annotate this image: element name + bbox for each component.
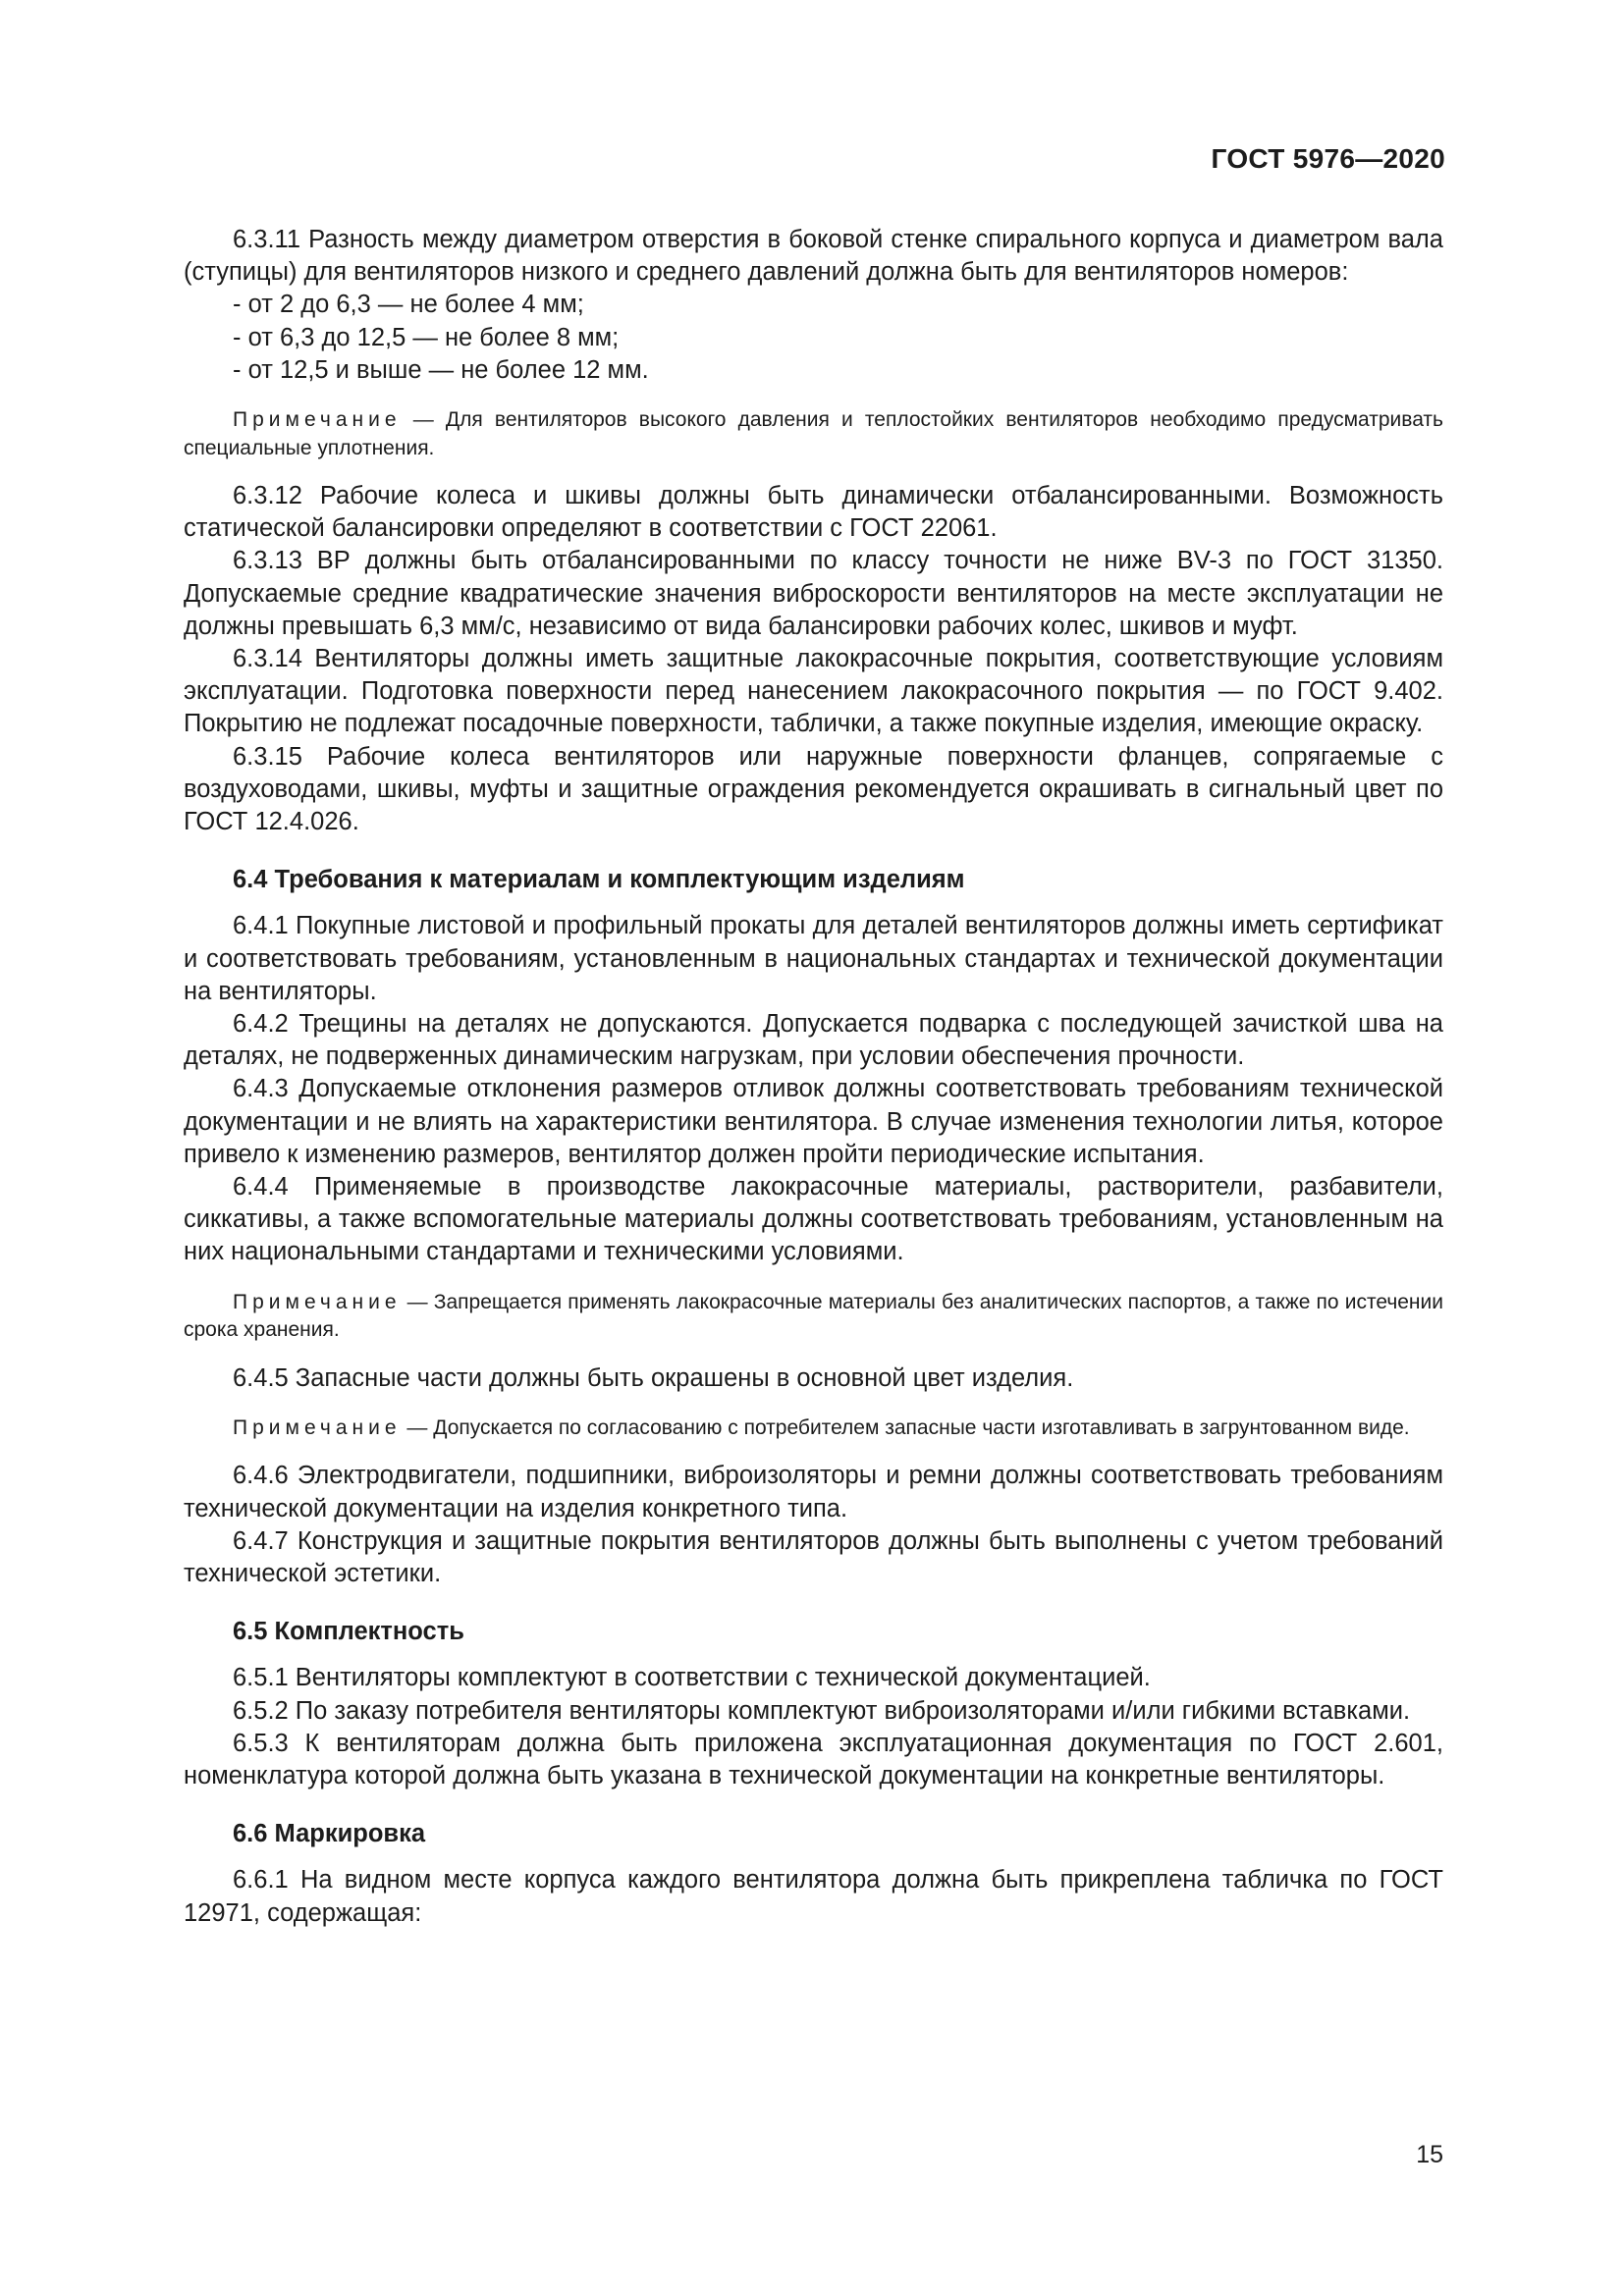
- paragraph-6-3-11: 6.3.11 Разность между диаметром отверстия в боковой стенке спирального корпуса и диаметром вала (ступицы) для вентиляторов низкого и среднего давлений должна быть для вентиляторов номеров:: [184, 226, 1443, 287]
- list-item: - от 6,3 до 12,5 — не более 8 мм;: [233, 323, 620, 351]
- section-heading-6-5: 6.5 Комплектность: [233, 1618, 464, 1646]
- paragraph-6-4-2: 6.4.2 Трещины на деталях не допускаются. Допускается подварка с последующей зачисткой шва на деталях, не подверженных динамическим нагрузкам, при условии обеспечения прочности.: [184, 1010, 1443, 1071]
- note-1: [184, 406, 1443, 462]
- document-id-header: ГОСТ 5976—2020: [1211, 143, 1445, 174]
- document-body: [184, 224, 1443, 1930]
- paragraph-6-4-3: 6.4.3 Допускаемые отклонения размеров отливок должны соответствовать требованиям технической документации и не влиять на характеристики вентилятора. В случае изменения технологии литья, которое привело к изменению размеров, вентилятор должен пройти периодические испытания.: [184, 1075, 1443, 1168]
- paragraph-6-4-5: 6.4.5 Запасные части должны быть окрашены в основной цвет изделия.: [233, 1363, 1074, 1392]
- note-label: Примечание: [233, 1290, 402, 1313]
- section-heading-6-6: 6.6 Маркировка: [233, 1820, 426, 1848]
- section-heading-6-4: 6.4 Требования к материалам и комплектующим изделиям: [233, 866, 965, 894]
- paragraph-6-4-7: 6.4.7 Конструкция и защитные покрытия вентиляторов должны быть выполнены с учетом требований технической эстетики.: [184, 1526, 1443, 1587]
- page-number: 15: [1416, 2141, 1443, 2168]
- list-item: - от 12,5 и выше — не более 12 мм.: [233, 355, 649, 384]
- paragraph-6-6-1: 6.6.1 На видном месте корпуса каждого вентилятора должна быть прикреплена табличка по ГОСТ 12971, содержащая:: [184, 1866, 1443, 1927]
- note-2: [184, 1289, 1443, 1345]
- note-text: — Для вентиляторов высокого давления и теплостойких вентиляторов необходимо предусматривать специальные уплотнения.: [184, 408, 1443, 459]
- paragraph-6-4-6: 6.4.6 Электродвигатели, подшипники, виброизоляторы и ремни должны соответствовать требованиям технической документации на изделия конкретного типа.: [184, 1462, 1443, 1522]
- paragraph-6-4-1: 6.4.1 Покупные листовой и профильный прокаты для деталей вентиляторов должны иметь сертификат и соответствовать требованиям, установленным в национальных стандартах и технической документации на вентиляторы.: [184, 912, 1443, 1005]
- note-text: — Запрещается применять лакокрасочные материалы без аналитических паспортов, а также по истечении срока хранения.: [184, 1290, 1443, 1342]
- paragraph-6-3-15: 6.3.15 Рабочие колеса вентиляторов или наружные поверхности фланцев, сопрягаемые с воздуховодами, шкивы, муфты и защитные ограждения рекомендуется окрашивать в сигнальный цвет по ГОСТ 12.4.026.: [184, 742, 1443, 836]
- paragraph-6-5-1: 6.5.1 Вентиляторы комплектуют в соответствии с технической документацией.: [233, 1664, 1151, 1692]
- note-label: Примечание: [233, 1415, 402, 1439]
- paragraph-6-3-12: 6.3.12 Рабочие колеса и шкивы должны быть динамически отбалансированными. Возможность статической балансировки определяют в соответствии с ГОСТ 22061.: [184, 482, 1443, 543]
- paragraph-6-5-2: 6.5.2 По заказу потребителя вентиляторы комплектуют виброизоляторами и/или гибкими вставками.: [233, 1696, 1411, 1725]
- paragraph-6-3-14: 6.3.14 Вентиляторы должны иметь защитные лакокрасочные покрытия, соответствующие условиям эксплуатации. Подготовка поверхности перед нанесением лакокрасочного покрытия — по ГОСТ 9.402. Покрытию не подлежат посадочные поверхности, таблички, а также покупные изделия, имеющие окраску.: [184, 645, 1443, 738]
- note-label: Примечание: [233, 408, 402, 432]
- note-text: — Допускается по согласованию с потребителем запасные части изготавливать в загрунтованном виде.: [401, 1415, 1410, 1439]
- paragraph-6-4-4: 6.4.4 Применяемые в производстве лакокрасочные материалы, растворители, разбавители, сиккативы, а также вспомогательные материалы должны соответствовать требованиям, установленным на них национальными стандартами и техническими условиями.: [184, 1173, 1443, 1266]
- paragraph-6-3-13: 6.3.13 ВР должны быть отбалансированными по классу точности не ниже BV-3 по ГОСТ 31350. Допускаемые средние квадратические значения виброскорости вентиляторов на месте эксплуатации не должны превышать 6,3 мм/с, независимо от вида балансировки рабочих колес, шкивов и муфт.: [184, 547, 1443, 640]
- note-3: [184, 1415, 1443, 1443]
- list-item: - от 2 до 6,3 — не более 4 мм;: [233, 291, 584, 319]
- paragraph-6-5-3: 6.5.3 К вентиляторам должна быть приложена эксплуатационная документация по ГОСТ 2.601, номенклатура которой должна быть указана в технической документации на конкретные вентиляторы.: [184, 1729, 1443, 1790]
